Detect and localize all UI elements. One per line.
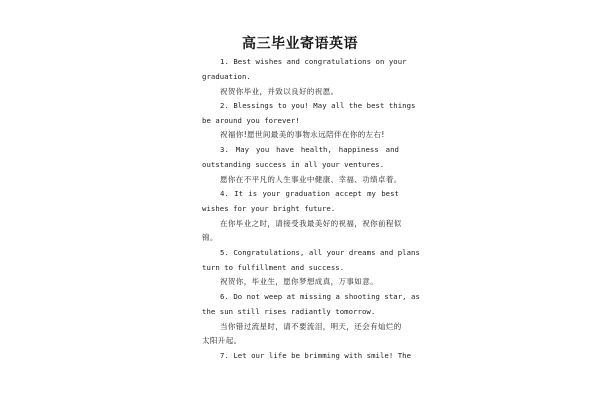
chinese-text-line: 愿你在不平凡的人生事业中健康、幸福、功绩卓着。 — [220, 175, 402, 184]
english-text-line: 3. May you have health, happiness and — [220, 145, 399, 154]
chinese-text-line: 祝福你!愿世间最美的事物永远陪伴在你的左右! — [220, 130, 385, 139]
chinese-text-line: 当你错过流星时，请不要流泪，明天，还会有灿烂的 — [220, 322, 402, 331]
english-text-line: outstanding success in all your ventures. — [202, 160, 385, 169]
english-text-line: wishes for your bright future. — [202, 204, 336, 213]
english-text-line: 2. Blessings to you! May all the best things — [220, 101, 416, 110]
chinese-text-line: 在你毕业之时，请接受我最美好的祝福，祝你前程似 — [220, 219, 402, 228]
document-title: 高三毕业寄语英语 — [242, 36, 358, 52]
english-text-line: 1. Best wishes and congratulations on your — [220, 57, 407, 66]
english-text-line: graduation. — [202, 72, 251, 81]
english-text-line: 4. It is your graduation accept my best — [220, 189, 399, 198]
chinese-text-line: 太阳升起。 — [202, 336, 242, 345]
chinese-text-line: 锦。 — [202, 233, 218, 242]
english-text-line: 5. Congratulations, all your dreams and plans — [220, 248, 420, 257]
chinese-text-line: 祝贺你毕业，并致以良好的祝愿。 — [220, 87, 339, 96]
chinese-text-line: 祝贺你，毕业生，愿你梦想成真，万事如意。 — [220, 277, 378, 286]
english-text-line: 7. Let our life be brimming with smile! The — [220, 351, 412, 360]
english-text-line: 6. Do not weep at missing a shooting star, as — [220, 292, 420, 301]
english-text-line: the sun still rises radiantly tomorrow. — [202, 307, 376, 316]
english-text-line: be around you forever! — [202, 116, 300, 125]
english-text-line: turn to fulfillment and success. — [202, 263, 345, 272]
